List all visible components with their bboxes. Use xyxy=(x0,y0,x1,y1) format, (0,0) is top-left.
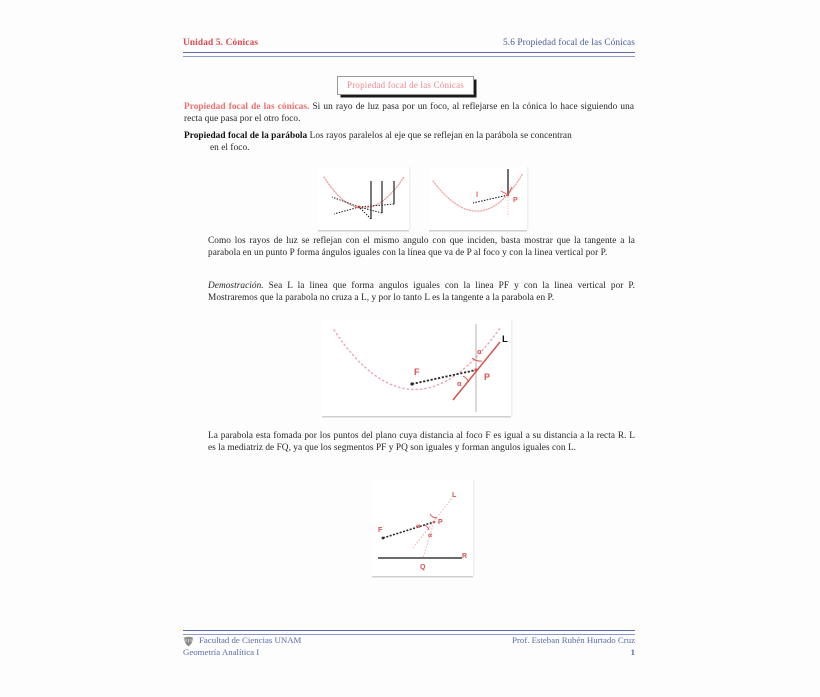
footer-faculty-group xyxy=(183,634,301,646)
point-p xyxy=(433,521,436,524)
focus-point xyxy=(410,382,413,385)
label-line-l: L xyxy=(502,334,508,345)
label-angle-2: α xyxy=(428,532,432,539)
focus-point xyxy=(358,206,361,209)
reflected-rays xyxy=(332,197,394,219)
label-line-l: L xyxy=(452,492,457,499)
lead-in-conic-property: Propiedad focal de las cónicas. xyxy=(184,102,310,112)
label-angle-lower: α xyxy=(457,379,462,388)
title-box: Propiedad focal de las Cónicas xyxy=(337,76,474,95)
label-focus-f: F xyxy=(378,527,383,534)
footer-course-text: Geometría Analítica I xyxy=(183,647,260,657)
text-conic-property: Si un rayo de luz pasa por un foco, al reflejarse en la cónica lo hace siguiendo una recta que pasa por el otro foco. xyxy=(184,102,634,124)
header-rule xyxy=(183,52,635,57)
paragraph-parabola-focal-property xyxy=(184,131,634,155)
title-box-container xyxy=(337,76,474,95)
text-demostracion: Sea L la linea que forma angulos iguales con la linea PF y con la linea vertical por P. Mostraremos que la parabola no cruza a L, y por lo tanto L es la tangente a la parabola en P. xyxy=(208,281,635,303)
footer-professor-text: Prof. Esteban Rubén Hurtado Cruz xyxy=(512,635,635,645)
angle-marks xyxy=(501,187,512,195)
footer-faculty-text: Facultad de Ciencias UNAM xyxy=(199,635,302,645)
label-directrix-r: R xyxy=(462,553,468,560)
focus-point xyxy=(382,537,385,540)
label-angle-1: α xyxy=(416,523,420,530)
label-angle-upper: α xyxy=(477,347,482,356)
segment-fp xyxy=(412,370,476,384)
point-p xyxy=(507,194,510,197)
lead-in-parabola-property: Propiedad focal de la parábola xyxy=(184,131,308,141)
footer-row-top xyxy=(183,634,635,646)
page-footer xyxy=(183,634,635,658)
parabola-curve xyxy=(324,177,404,208)
paragraph-conic-focal-property xyxy=(184,102,634,126)
unam-shield-icon xyxy=(183,636,194,647)
text-parabola-property-cont: en el foco. xyxy=(210,142,250,153)
figure-tangent-angle-proof xyxy=(322,320,511,416)
point-p xyxy=(474,368,477,371)
figure-parabola-parallel-rays xyxy=(318,167,409,230)
figure-parabola-single-ray xyxy=(429,167,527,230)
label-focus-f: F xyxy=(414,367,420,377)
paragraph-demonstration xyxy=(208,281,635,305)
angle-arc-2 xyxy=(430,514,437,518)
figure-mediatriz-construction xyxy=(372,480,473,576)
segment-fp xyxy=(383,522,434,538)
page-header xyxy=(183,38,635,48)
label-point-p: P xyxy=(513,197,518,204)
paragraph-reflection-explanation: Como los rayos de luz se reflejan con el mismo angulo con que inciden, basta mostrar que la tangente a la parabola en un punto P forma ángulos iguales con la línea que va de P al foco y con la linea vertical por P. xyxy=(208,236,635,258)
lead-in-demostracion: Demostración. xyxy=(208,281,264,291)
footer-row-bottom xyxy=(183,646,635,658)
angle-arc-lower xyxy=(463,376,469,382)
header-unit-title: Unidad 5. Cónicas xyxy=(183,38,259,48)
text-parabola-property: Los rayos paralelos al eje que se reflejan en la parábola se concentran xyxy=(307,131,572,141)
label-line-l: l xyxy=(476,192,478,199)
label-point-p: P xyxy=(484,372,491,382)
header-section-title: 5.6 Propiedad focal de las Cónicas xyxy=(503,38,635,48)
label-point-p: P xyxy=(438,519,443,526)
parabola-curve xyxy=(334,328,500,390)
footer-page-number: 1 xyxy=(630,647,635,657)
paragraph-mediatriz: La parabola esta fomada por los puntos del plano cuya distancia al foco F es igual a su distancia a la recta R. L es la mediatriz de FQ, ya que los segmentos PF y PQ son iguales y forman angulos iguales con L. xyxy=(208,431,635,453)
label-foot-q: Q xyxy=(420,564,426,571)
incoming-rays xyxy=(371,181,394,219)
